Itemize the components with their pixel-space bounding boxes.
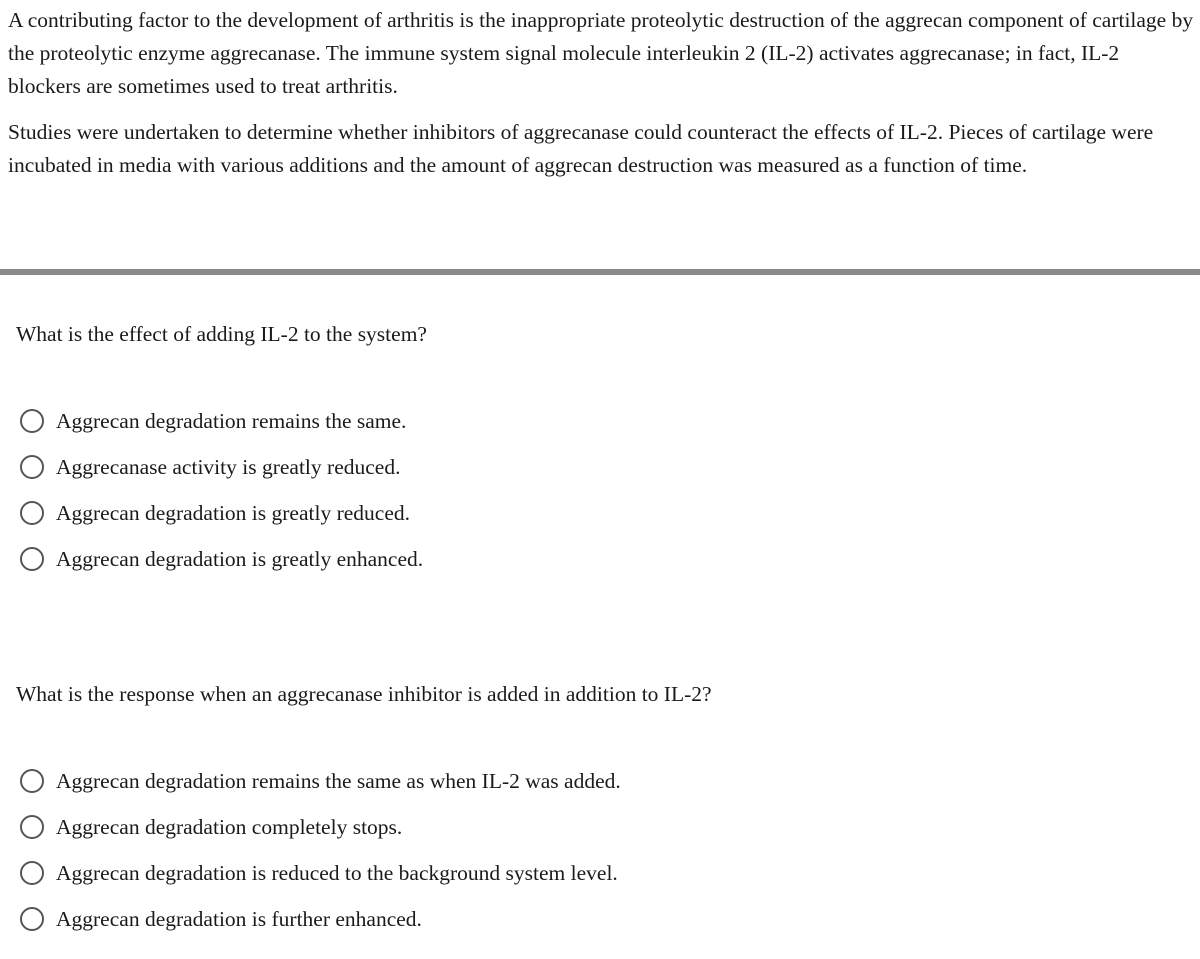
radio-button[interactable]: [20, 769, 44, 793]
question-1-prompt: What is the effect of adding IL-2 to the system?: [16, 322, 427, 346]
radio-button[interactable]: [20, 861, 44, 885]
radio-button[interactable]: [20, 907, 44, 931]
radio-button[interactable]: [20, 455, 44, 479]
question-2-option-4[interactable]: [20, 896, 621, 942]
radio-button[interactable]: [20, 815, 44, 839]
section-divider: [0, 269, 1200, 275]
option-label: Aggrecan degradation is further enhanced.: [56, 907, 422, 931]
question-1-option-2[interactable]: [20, 444, 423, 490]
question-2-option-1[interactable]: [20, 758, 621, 804]
question-2-option-2[interactable]: [20, 804, 621, 850]
question-1-options: [20, 398, 423, 582]
intro-paragraph-1: A contributing factor to the development of arthritis is the inappropriate proteolytic destruction of the aggrecan component of cartilage by the proteolytic enzyme aggrecanase. The immune system signal molecule interleukin 2 (IL-2) activates aggrecanase; in fact, IL-2 blockers are sometimes used to treat arthritis.: [8, 8, 1194, 98]
question-1-option-3[interactable]: [20, 490, 423, 536]
option-label: Aggrecan degradation remains the same as when IL-2 was added.: [56, 769, 621, 793]
intro-paragraph-2: Studies were undertaken to determine whether inhibitors of aggrecanase could counteract the effects of IL-2. Pieces of cartilage were incubated in media with various additions and the amount of aggrecan destruction was measured as a function of time.: [8, 120, 1154, 177]
option-label: Aggrecan degradation is greatly enhanced.: [56, 547, 424, 571]
question-2-options: [20, 758, 621, 942]
radio-button[interactable]: [20, 409, 44, 433]
option-label: Aggrecan degradation completely stops.: [56, 815, 403, 839]
question-1-option-1[interactable]: [20, 398, 423, 444]
radio-button[interactable]: [20, 547, 44, 571]
question-stem: [8, 4, 1194, 182]
question-1-option-4[interactable]: [20, 536, 423, 582]
option-label: Aggrecan degradation is greatly reduced.: [56, 501, 410, 525]
question-2-option-3[interactable]: [20, 850, 621, 896]
option-label: Aggrecan degradation remains the same.: [56, 409, 407, 433]
option-label: Aggrecan degradation is reduced to the background system level.: [56, 861, 618, 885]
option-label: Aggrecanase activity is greatly reduced.: [56, 455, 401, 479]
radio-button[interactable]: [20, 501, 44, 525]
question-2-prompt: What is the response when an aggrecanase inhibitor is added in addition to IL-2?: [16, 682, 712, 706]
